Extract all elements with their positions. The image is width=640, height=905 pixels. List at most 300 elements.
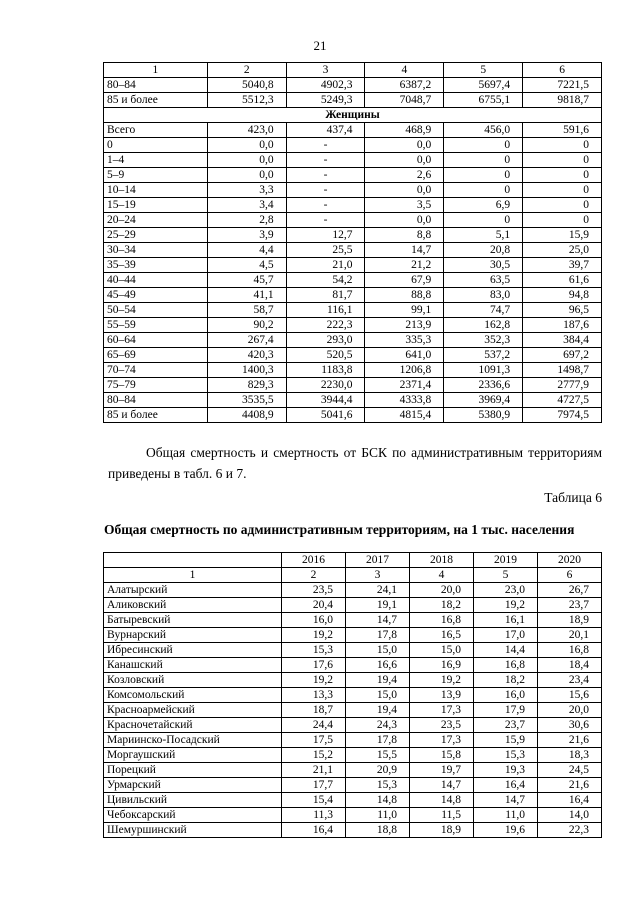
table-row: [104, 673, 602, 688]
value-cell: 18,8: [346, 823, 410, 838]
value-cell: 21,6: [538, 778, 602, 793]
value-cell: 12,7: [286, 228, 365, 243]
value-cell: 16,4: [474, 778, 538, 793]
value-cell: 19,2: [282, 628, 346, 643]
value-cell: 15,3: [474, 748, 538, 763]
value-cell: 20,0: [538, 703, 602, 718]
value-cell: 25,0: [523, 243, 602, 258]
value-cell: 11,0: [474, 808, 538, 823]
value-cell: 17,3: [410, 733, 474, 748]
value-cell: 5512,3: [207, 93, 286, 108]
value-cell: 14,7: [365, 243, 444, 258]
row-label: 35–39: [104, 258, 208, 273]
value-cell: 420,3: [207, 348, 286, 363]
row-label: 1–4: [104, 153, 208, 168]
value-cell: 23,4: [538, 673, 602, 688]
table-row: [104, 763, 602, 778]
value-cell: 19,7: [410, 763, 474, 778]
table-row: [104, 748, 602, 763]
value-cell: 54,2: [286, 273, 365, 288]
value-cell: -: [286, 213, 365, 228]
value-cell: 16,8: [474, 658, 538, 673]
value-cell: 20,0: [410, 583, 474, 598]
value-cell: 30,6: [538, 718, 602, 733]
value-cell: 19,3: [474, 763, 538, 778]
value-cell: 14,4: [474, 643, 538, 658]
value-cell: 5380,9: [444, 408, 523, 423]
table-row: [104, 318, 602, 333]
row-label: 65–69: [104, 348, 208, 363]
value-cell: 67,9: [365, 273, 444, 288]
table-row: [104, 408, 602, 423]
territory-name: Чебоксарский: [104, 808, 282, 823]
value-cell: 15,2: [282, 748, 346, 763]
value-cell: 0,0: [365, 183, 444, 198]
value-cell: 829,3: [207, 378, 286, 393]
value-cell: 0,0: [207, 153, 286, 168]
value-cell: 15,3: [346, 778, 410, 793]
territory-name: Порецкий: [104, 763, 282, 778]
column-number-row: [104, 63, 602, 78]
value-cell: 1091,3: [444, 363, 523, 378]
value-cell: 16,6: [346, 658, 410, 673]
value-cell: 26,7: [538, 583, 602, 598]
value-cell: 2,8: [207, 213, 286, 228]
value-cell: -: [286, 138, 365, 153]
value-cell: 4333,8: [365, 393, 444, 408]
column-number: 5: [444, 63, 523, 78]
value-cell: 41,1: [207, 288, 286, 303]
value-cell: 352,3: [444, 333, 523, 348]
value-cell: 5041,6: [286, 408, 365, 423]
value-cell: 3969,4: [444, 393, 523, 408]
value-cell: 16,9: [410, 658, 474, 673]
value-cell: 0: [444, 213, 523, 228]
value-cell: 16,8: [410, 613, 474, 628]
value-cell: 17,8: [346, 733, 410, 748]
year-header: 2018: [410, 553, 474, 568]
value-cell: 7974,5: [523, 408, 602, 423]
value-cell: 456,0: [444, 123, 523, 138]
column-number: 1: [104, 63, 208, 78]
value-cell: 17,6: [282, 658, 346, 673]
value-cell: 222,3: [286, 318, 365, 333]
value-cell: 3,3: [207, 183, 286, 198]
value-cell: 7221,5: [523, 78, 602, 93]
value-cell: 94,8: [523, 288, 602, 303]
territory-name: Ибресинский: [104, 643, 282, 658]
value-cell: 14,8: [410, 793, 474, 808]
row-label: 30–34: [104, 243, 208, 258]
value-cell: 58,7: [207, 303, 286, 318]
value-cell: 4408,9: [207, 408, 286, 423]
column-number: 2: [282, 568, 346, 583]
table-row: [104, 333, 602, 348]
value-cell: 0: [523, 153, 602, 168]
value-cell: -: [286, 198, 365, 213]
value-cell: 0,0: [365, 213, 444, 228]
value-cell: 0: [523, 183, 602, 198]
year-header: 2019: [474, 553, 538, 568]
value-cell: 21,1: [282, 763, 346, 778]
territory-name: Красноармейский: [104, 703, 282, 718]
value-cell: 213,9: [365, 318, 444, 333]
row-label: 0: [104, 138, 208, 153]
row-label: 40–44: [104, 273, 208, 288]
value-cell: 11,0: [346, 808, 410, 823]
value-cell: 468,9: [365, 123, 444, 138]
body-paragraph: Общая смертность и смертность от БСК по административным территориям приведены в табл. 6 и 7.: [108, 445, 602, 481]
value-cell: 2,6: [365, 168, 444, 183]
value-cell: 384,4: [523, 333, 602, 348]
column-number-row: [104, 568, 602, 583]
row-label: 75–79: [104, 378, 208, 393]
table-row: [104, 78, 602, 93]
value-cell: 20,4: [282, 598, 346, 613]
year-header: 2017: [346, 553, 410, 568]
value-cell: 15,9: [523, 228, 602, 243]
value-cell: 697,2: [523, 348, 602, 363]
value-cell: 18,9: [410, 823, 474, 838]
row-label: 60–64: [104, 333, 208, 348]
territory-name: Моргаушский: [104, 748, 282, 763]
value-cell: 0: [523, 138, 602, 153]
value-cell: 15,0: [346, 688, 410, 703]
value-cell: 83,0: [444, 288, 523, 303]
table-row: [104, 138, 602, 153]
row-label: 5–9: [104, 168, 208, 183]
value-cell: 17,7: [282, 778, 346, 793]
table-row: [104, 288, 602, 303]
territory-name: Урмарский: [104, 778, 282, 793]
value-cell: 13,3: [282, 688, 346, 703]
value-cell: 19,4: [346, 703, 410, 718]
table-row: [104, 613, 602, 628]
table-row: [104, 393, 602, 408]
value-cell: 15,0: [410, 643, 474, 658]
table-row: [104, 363, 602, 378]
value-cell: 3,5: [365, 198, 444, 213]
table-row: [104, 628, 602, 643]
table-row: [104, 703, 602, 718]
value-cell: 7048,7: [365, 93, 444, 108]
value-cell: 88,8: [365, 288, 444, 303]
value-cell: 19,6: [474, 823, 538, 838]
value-cell: 21,2: [365, 258, 444, 273]
table-row: [104, 93, 602, 108]
value-cell: -: [286, 153, 365, 168]
value-cell: 0,0: [207, 138, 286, 153]
table-row: [104, 583, 602, 598]
value-cell: 17,0: [474, 628, 538, 643]
value-cell: 18,2: [410, 598, 474, 613]
territory-name: Комсомольский: [104, 688, 282, 703]
row-label: 15–19: [104, 198, 208, 213]
value-cell: 16,8: [538, 643, 602, 658]
value-cell: 641,0: [365, 348, 444, 363]
value-cell: 23,0: [474, 583, 538, 598]
value-cell: 17,8: [346, 628, 410, 643]
value-cell: 187,6: [523, 318, 602, 333]
value-cell: 0,0: [365, 153, 444, 168]
value-cell: 116,1: [286, 303, 365, 318]
value-cell: 6,9: [444, 198, 523, 213]
table-row: [104, 793, 602, 808]
row-label: 80–84: [104, 78, 208, 93]
value-cell: 2371,4: [365, 378, 444, 393]
table-row: [104, 778, 602, 793]
table-row: [104, 348, 602, 363]
value-cell: 4,5: [207, 258, 286, 273]
value-cell: 0: [444, 168, 523, 183]
row-label: 85 и более: [104, 93, 208, 108]
value-cell: 16,4: [538, 793, 602, 808]
value-cell: 18,2: [474, 673, 538, 688]
value-cell: 6387,2: [365, 78, 444, 93]
table-row: [104, 733, 602, 748]
value-cell: 15,4: [282, 793, 346, 808]
value-cell: 18,7: [282, 703, 346, 718]
table-row: [104, 378, 602, 393]
value-cell: 0: [523, 213, 602, 228]
value-cell: 11,3: [282, 808, 346, 823]
row-label: 80–84: [104, 393, 208, 408]
value-cell: 22,3: [538, 823, 602, 838]
value-cell: 45,7: [207, 273, 286, 288]
territory-name: Красночетайский: [104, 718, 282, 733]
value-cell: 15,9: [474, 733, 538, 748]
table-title: Общая смертность по административным территориям, на 1 тыс. населения: [104, 522, 575, 537]
territory-name: Батыревский: [104, 613, 282, 628]
column-number: 4: [365, 63, 444, 78]
value-cell: 0,0: [365, 138, 444, 153]
value-cell: 16,1: [474, 613, 538, 628]
value-cell: 81,7: [286, 288, 365, 303]
value-cell: 63,5: [444, 273, 523, 288]
row-label: 70–74: [104, 363, 208, 378]
value-cell: 267,4: [207, 333, 286, 348]
value-cell: 20,9: [346, 763, 410, 778]
value-cell: 18,4: [538, 658, 602, 673]
value-cell: 537,2: [444, 348, 523, 363]
value-cell: 16,5: [410, 628, 474, 643]
territory-name: Вурнарский: [104, 628, 282, 643]
value-cell: 423,0: [207, 123, 286, 138]
territory-name: Аликовский: [104, 598, 282, 613]
column-number: 5: [474, 568, 538, 583]
value-cell: 90,2: [207, 318, 286, 333]
section-label: Женщины: [104, 108, 602, 123]
value-cell: 5040,8: [207, 78, 286, 93]
value-cell: 520,5: [286, 348, 365, 363]
value-cell: -: [286, 183, 365, 198]
value-cell: 18,3: [538, 748, 602, 763]
row-label: Всего: [104, 123, 208, 138]
value-cell: 0: [444, 183, 523, 198]
value-cell: 19,1: [346, 598, 410, 613]
value-cell: 11,5: [410, 808, 474, 823]
value-cell: 19,2: [282, 673, 346, 688]
row-label: 45–49: [104, 288, 208, 303]
value-cell: 15,8: [410, 748, 474, 763]
value-cell: 5,1: [444, 228, 523, 243]
value-cell: 2777,9: [523, 378, 602, 393]
value-cell: 14,8: [346, 793, 410, 808]
value-cell: 61,6: [523, 273, 602, 288]
value-cell: 30,5: [444, 258, 523, 273]
value-cell: 23,5: [282, 583, 346, 598]
value-cell: 16,0: [474, 688, 538, 703]
value-cell: 1206,8: [365, 363, 444, 378]
table-row: [104, 243, 602, 258]
table-row: [104, 168, 602, 183]
year-header: 2020: [538, 553, 602, 568]
value-cell: 3535,5: [207, 393, 286, 408]
value-cell: 0: [444, 153, 523, 168]
value-cell: 4,4: [207, 243, 286, 258]
value-cell: 0: [523, 198, 602, 213]
row-label: 20–24: [104, 213, 208, 228]
table-row: [104, 213, 602, 228]
territory-name: Шемуршинский: [104, 823, 282, 838]
column-number: 1: [104, 568, 282, 583]
value-cell: 2336,6: [444, 378, 523, 393]
value-cell: 99,1: [365, 303, 444, 318]
table-caption: Таблица 6: [544, 490, 602, 505]
value-cell: 293,0: [286, 333, 365, 348]
value-cell: 4902,3: [286, 78, 365, 93]
table-row: [104, 198, 602, 213]
column-number: 4: [410, 568, 474, 583]
value-cell: 16,0: [282, 613, 346, 628]
table-row: [104, 688, 602, 703]
value-cell: -: [286, 168, 365, 183]
value-cell: 9818,7: [523, 93, 602, 108]
value-cell: 19,4: [346, 673, 410, 688]
territory-name: Цивильский: [104, 793, 282, 808]
value-cell: 437,4: [286, 123, 365, 138]
value-cell: 17,9: [474, 703, 538, 718]
value-cell: 162,8: [444, 318, 523, 333]
column-number: 6: [538, 568, 602, 583]
value-cell: 14,0: [538, 808, 602, 823]
value-cell: 5697,4: [444, 78, 523, 93]
table-row: [104, 658, 602, 673]
value-cell: 0: [523, 168, 602, 183]
row-label: 85 и более: [104, 408, 208, 423]
row-label: 25–29: [104, 228, 208, 243]
year-header: 2016: [282, 553, 346, 568]
value-cell: 19,2: [474, 598, 538, 613]
value-cell: 20,1: [538, 628, 602, 643]
table-row: [104, 183, 602, 198]
value-cell: 2230,0: [286, 378, 365, 393]
value-cell: 21,6: [538, 733, 602, 748]
value-cell: 1183,8: [286, 363, 365, 378]
table-row: [104, 273, 602, 288]
column-number: 6: [523, 63, 602, 78]
value-cell: 14,7: [410, 778, 474, 793]
mortality-age-table: [103, 62, 602, 423]
value-cell: 16,4: [282, 823, 346, 838]
value-cell: 23,7: [538, 598, 602, 613]
column-number: 3: [286, 63, 365, 78]
table-row: [104, 153, 602, 168]
value-cell: 24,1: [346, 583, 410, 598]
value-cell: 3,4: [207, 198, 286, 213]
value-cell: 591,6: [523, 123, 602, 138]
value-cell: 4815,4: [365, 408, 444, 423]
value-cell: 0,0: [207, 168, 286, 183]
value-cell: 23,5: [410, 718, 474, 733]
section-row: [104, 108, 602, 123]
table-row: [104, 303, 602, 318]
table-row: [104, 258, 602, 273]
value-cell: 15,5: [346, 748, 410, 763]
value-cell: 15,6: [538, 688, 602, 703]
value-cell: 15,0: [346, 643, 410, 658]
value-cell: 18,9: [538, 613, 602, 628]
value-cell: 17,5: [282, 733, 346, 748]
territory-mortality-table: [103, 552, 602, 838]
value-cell: 39,7: [523, 258, 602, 273]
table-row: [104, 718, 602, 733]
value-cell: 6755,1: [444, 93, 523, 108]
value-cell: 1400,3: [207, 363, 286, 378]
table-row: [104, 643, 602, 658]
row-label: 55–59: [104, 318, 208, 333]
column-number: 3: [346, 568, 410, 583]
value-cell: 0: [444, 138, 523, 153]
value-cell: 5249,3: [286, 93, 365, 108]
value-cell: 24,5: [538, 763, 602, 778]
value-cell: 23,7: [474, 718, 538, 733]
value-cell: 13,9: [410, 688, 474, 703]
territory-name: Алатырский: [104, 583, 282, 598]
table-row: [104, 598, 602, 613]
value-cell: 14,7: [474, 793, 538, 808]
header-blank-cell: [104, 553, 282, 568]
value-cell: 3944,4: [286, 393, 365, 408]
row-label: 10–14: [104, 183, 208, 198]
page-number: 21: [313, 38, 327, 53]
table-row: [104, 228, 602, 243]
value-cell: 17,3: [410, 703, 474, 718]
value-cell: 24,3: [346, 718, 410, 733]
territory-name: Мариинско-Посадский: [104, 733, 282, 748]
value-cell: 1498,7: [523, 363, 602, 378]
table-row: [104, 823, 602, 838]
value-cell: 25,5: [286, 243, 365, 258]
value-cell: 4727,5: [523, 393, 602, 408]
value-cell: 15,3: [282, 643, 346, 658]
value-cell: 14,7: [346, 613, 410, 628]
value-cell: 74,7: [444, 303, 523, 318]
row-label: 50–54: [104, 303, 208, 318]
value-cell: 21,0: [286, 258, 365, 273]
table-row: [104, 808, 602, 823]
table-row: [104, 123, 602, 138]
value-cell: 24,4: [282, 718, 346, 733]
value-cell: 19,2: [410, 673, 474, 688]
value-cell: 335,3: [365, 333, 444, 348]
territory-name: Козловский: [104, 673, 282, 688]
column-number: 2: [207, 63, 286, 78]
value-cell: 96,5: [523, 303, 602, 318]
year-header-row: [104, 553, 602, 568]
value-cell: 8,8: [365, 228, 444, 243]
territory-name: Канашский: [104, 658, 282, 673]
